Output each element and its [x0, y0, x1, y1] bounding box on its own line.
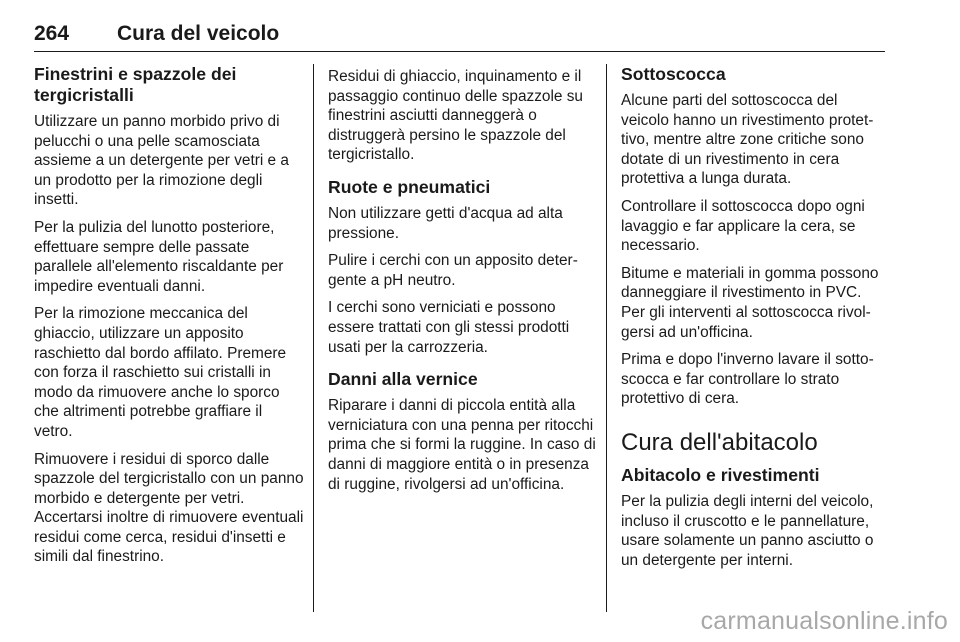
section-heading-windows-wipers: Finestrini e spazzole dei tergicristalli: [34, 64, 237, 105]
section-heading-paint-damage: Danni alla vernice: [328, 369, 478, 390]
section-heading-wheels-tyres: Ruote e pneumatici: [328, 176, 491, 197]
watermark: carmanualsonline.info: [700, 607, 948, 635]
chapter-heading-interior-care: Cura dell'abitacolo: [621, 428, 818, 456]
paragraph: Per la rimozione meccanica del ghiaccio, utilizzare un apposito raschietto dal bordo affilato. Premere con forza il raschietto sui cristalli in modo da rimuovere anche lo sporco che altrimenti potrebbe graffiare il vetro.: [34, 305, 287, 440]
column-3: [621, 64, 889, 578]
paragraph: Utilizzare un panno morbido privo di pelucchi o una pelle scamosciata assieme a un detergente per vetri e a un prodotto per la rimozione degli insetti.: [34, 113, 289, 209]
page-header: [34, 22, 885, 50]
paragraph: Bitume e materiali in gomma possono danneggiare il rivestimento in PVC. Per gli interventi al sottoscocca rivolgersi ad un'officina.: [621, 264, 879, 341]
paragraph: Riparare i danni di piccola entità alla verniciatura con una penna per ritocchi prima che si formi la ruggine. In caso di danni di maggiore entità o in presenza di ruggine, rivolgersi ad un'officina.: [328, 397, 596, 493]
column-2: [328, 67, 596, 502]
paragraph: Rimuovere i residui di sporco dalle spazzole del tergicristallo con un panno morbido e detergente per vetri. Accertarsi inoltre di rimuovere eventuali residui come cerca, residui d'insetti e simili dal finestrino.: [34, 450, 304, 566]
header-rule: [34, 51, 885, 52]
paragraph: Pulire i cerchi con un apposito detergente a pH neutro.: [328, 252, 578, 289]
column-1: [34, 64, 304, 575]
paragraph: Per la pulizia del lunotto posteriore, effettuare sempre delle passate parallele all'elemento riscaldante per impedire eventuali danni.: [34, 218, 284, 295]
paragraph: Non utilizzare getti d'acqua ad alta pressione.: [328, 204, 563, 242]
paragraph: Controllare il sottoscocca dopo ogni lavaggio e far applicare la cera, se necessario.: [621, 197, 865, 255]
paragraph: Prima e dopo l'inverno lavare il sottoscocca e far controllare lo strato protettivo di cera.: [621, 351, 874, 408]
running-title: Cura del veicolo: [117, 22, 280, 45]
section-heading-interior-trim: Abitacolo e rivestimenti: [621, 464, 820, 485]
paragraph: Residui di ghiaccio, inquinamento e il passaggio continuo delle spazzole su finestrini asciutti danneggerà o distruggerà persino le spazzole del tergicristallo.: [328, 68, 583, 164]
column-divider-2: [606, 64, 607, 612]
page-number: 264: [34, 22, 70, 45]
paragraph: Per la pulizia degli interni del veicolo, incluso il cruscotto e le pannellature, usare solamente un panno asciutto o un detergente per interni.: [621, 492, 874, 569]
section-heading-underbody: Sottoscocca: [621, 64, 726, 84]
paragraph: Alcune parti del sottoscocca del veicolo hanno un rivestimento protettivo, mentre altre zone critiche sono dotate di un rivestimento in cera protettiva a lunga durata.: [621, 92, 874, 188]
column-divider-1: [313, 64, 314, 612]
paragraph: I cerchi sono verniciati e possono essere trattati con gli stessi prodotti usati per la carrozzeria.: [328, 299, 570, 356]
